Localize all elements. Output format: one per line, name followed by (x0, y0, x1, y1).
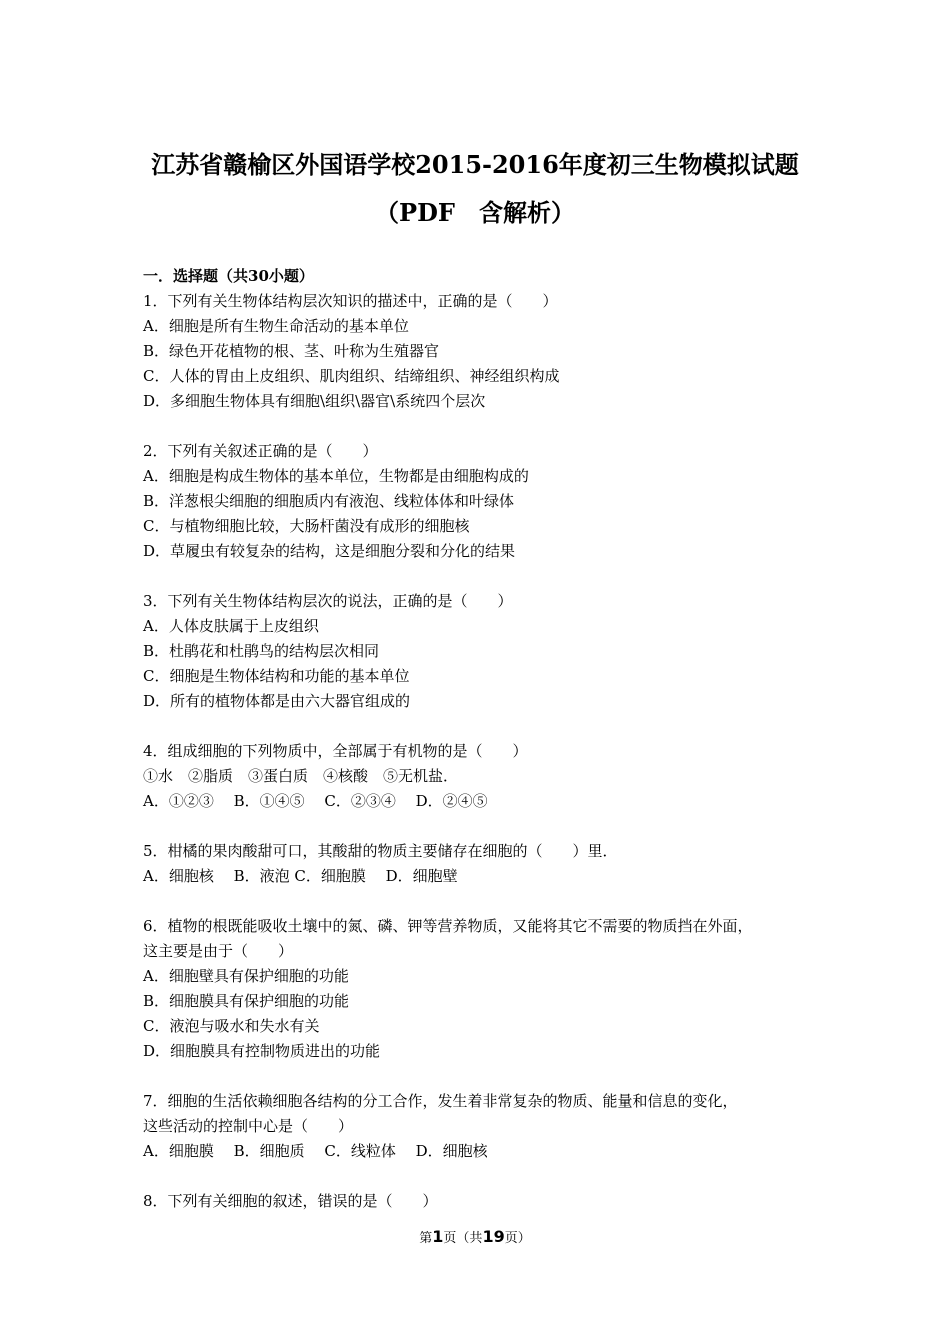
question-3 (143, 589, 823, 714)
question-stem: 2．下列有关叙述正确的是（ ） (143, 442, 378, 460)
question-stem: 5．柑橘的果肉酸甜可口，其酸甜的物质主要储存在细胞的（ ）里． (143, 842, 618, 860)
question-stem: 7．细胞的生活依赖细胞各结构的分工合作，发生着非常复杂的物质、能量和信息的变化， (143, 1092, 738, 1110)
question-stem: 4．组成细胞的下列物质中，全部属于有机物的是（ ） (143, 742, 528, 760)
substance-list: ①水 ②脂质 ③蛋白质 ④核酸 ⑤无机盐． (143, 767, 459, 785)
options-row: A．细胞核 B．液泡 C．细胞膜 D．细胞壁 (143, 867, 458, 885)
question-stem: 8．下列有关细胞的叙述，错误的是（ ） (143, 1192, 438, 1210)
option-c: C．人体的胃由上皮组织、肌肉组织、结缔组织、神经组织构成 (143, 367, 560, 385)
page-footer (0, 1226, 950, 1250)
option-d: D．草履虫有较复杂的结构，这是细胞分裂和分化的结果 (143, 542, 516, 560)
option-a: A．细胞壁具有保护细胞的功能 (143, 967, 349, 985)
option-b: B．洋葱根尖细胞的细胞质内有液泡、线粒体体和叶绿体 (143, 492, 515, 510)
question-5 (143, 839, 823, 889)
question-6 (143, 914, 823, 1064)
document-title: 江苏省赣榆区外国语学校2015-2016年度初三生物模拟试题 (151, 150, 799, 179)
total-page-number: 19 (482, 1227, 505, 1246)
question-4 (143, 739, 823, 814)
current-page-number: 1 (432, 1227, 444, 1246)
question-stem: 3．下列有关生物体结构层次的说法，正确的是（ ） (143, 592, 513, 610)
option-b: B．杜鹃花和杜鹃鸟的结构层次相同 (143, 642, 380, 660)
option-a: A．细胞是构成生物体的基本单位，生物都是由细胞构成的 (143, 467, 529, 485)
option-d: D．细胞膜具有控制物质进出的功能 (143, 1042, 381, 1060)
question-stem-continued: 这主要是由于（ ） (143, 942, 294, 960)
option-d: D．所有的植物体都是由六大器官组成的 (143, 692, 411, 710)
section-heading: 一．选择题（共30小题） (143, 267, 314, 285)
question-2 (143, 439, 823, 564)
footer-prefix: 第 (419, 1231, 433, 1246)
question-section (143, 264, 823, 1239)
question-stem-continued: 这些活动的控制中心是（ ） (143, 1117, 354, 1135)
footer-middle: 页（共 (443, 1231, 483, 1246)
option-c: C．与植物细胞比较，大肠杆菌没有成形的细胞核 (143, 517, 470, 535)
footer-suffix: 页） (504, 1231, 531, 1246)
option-c: C．液泡与吸水和失水有关 (143, 1017, 320, 1035)
options-row: A．细胞膜 B．细胞质 C．线粒体 D．细胞核 (143, 1142, 488, 1160)
question-1 (143, 289, 823, 414)
question-stem: 1．下列有关生物体结构层次知识的描述中，正确的是（ ） (143, 292, 558, 310)
option-b: B．细胞膜具有保护细胞的功能 (143, 992, 350, 1010)
question-stem: 6．植物的根既能吸收土壤中的氮、磷、钾等营养物质，又能将其它不需要的物质挡在外面， (143, 917, 753, 935)
question-7 (143, 1089, 823, 1164)
option-a: A．人体皮肤属于上皮组织 (143, 617, 319, 635)
options-row: A．①②③ B．①④⑤ C．②③④ D．②④⑤ (143, 792, 488, 810)
option-c: C．细胞是生物体结构和功能的基本单位 (143, 667, 410, 685)
option-a: A．细胞是所有生物生命活动的基本单位 (143, 317, 409, 335)
option-d: D．多细胞生物体具有细胞\组织\器官\系统四个层次 (143, 392, 486, 410)
document-subtitle: （PDF 含解析） (375, 198, 575, 227)
option-b: B．绿色开花植物的根、茎、叶称为生殖器官 (143, 342, 440, 360)
question-8 (143, 1189, 823, 1214)
